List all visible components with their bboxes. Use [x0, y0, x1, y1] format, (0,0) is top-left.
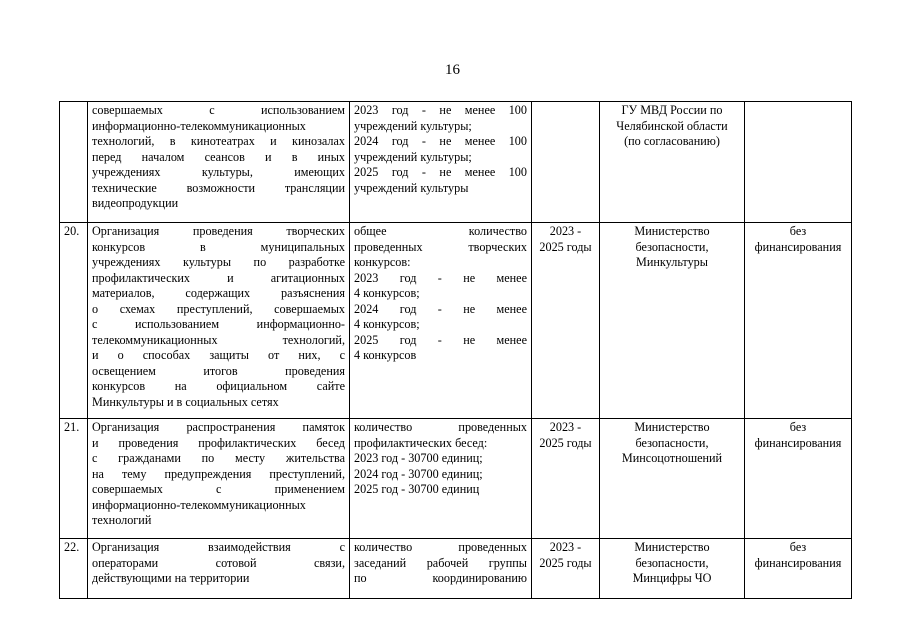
row-number: 20.: [60, 223, 88, 419]
indicator-line: по координированию: [354, 571, 527, 585]
term-line: 2025 годы: [539, 435, 592, 450]
indicator-line: 2025 год - 30700 единиц: [354, 482, 480, 496]
measures-table: [59, 101, 852, 599]
financing: [745, 223, 852, 419]
measure-name-line: Минкультуры и в социальных сетях: [92, 394, 279, 409]
measure-name-line: и о способах защиты от них, с: [92, 348, 345, 362]
indicator-line: проведенных творческих: [354, 239, 527, 254]
indicator: [350, 223, 532, 419]
financing-line: без: [789, 224, 807, 238]
indicator-line: профилактических бесед:: [354, 435, 488, 450]
term-line: 2025 годы: [539, 239, 592, 254]
measure-name-line: перед началом сеансов и в иных: [92, 149, 345, 164]
indicator-line: 4 конкурсов;: [354, 317, 420, 331]
indicator-line: 2023 год - 30700 единиц;: [354, 451, 483, 465]
executor-line: Челябинской области: [616, 118, 728, 133]
executor-line: безопасности,: [635, 239, 709, 254]
measure-name: [88, 223, 350, 419]
measure-name-line: учреждениях культуры по разработке: [92, 255, 345, 269]
executor-line: Минцифры ЧО: [632, 571, 712, 585]
indicator-line: 2025 год - не менее 100: [354, 165, 527, 179]
measure-name-line: материалов, содержащих разъяснения: [92, 286, 345, 300]
term: [532, 419, 600, 539]
financing: [745, 539, 852, 599]
financing-line: финансирования: [754, 239, 842, 254]
executor-line: ГУ МВД России по: [621, 103, 723, 117]
row-number: 21.: [60, 419, 88, 539]
indicator: [350, 419, 532, 539]
indicator-line: 4 конкурсов: [354, 348, 417, 362]
term-line: 2023 -: [549, 420, 582, 434]
term-line: 2023 -: [549, 224, 582, 238]
measure-name: [88, 539, 350, 599]
indicator-line: 4 конкурсов;: [354, 286, 420, 300]
measure-name-line: совершаемых с использованием: [92, 103, 345, 117]
indicator-line: 2025 год - не менее: [354, 332, 527, 347]
financing-line: без: [789, 420, 807, 434]
financing-line: без: [789, 540, 807, 554]
executor-line: Минсоцотношений: [621, 451, 723, 465]
measure-name-line: информационно-телекоммуникационных: [92, 118, 306, 133]
measure-name-line: конкурсов в муниципальных: [92, 239, 345, 254]
term: [532, 102, 600, 223]
measure-name-line: совершаемых с применением: [92, 482, 345, 496]
term-line: 2023 -: [549, 540, 582, 554]
table-row: [60, 539, 852, 599]
measure-name-line: операторами сотовой связи,: [92, 555, 345, 570]
measure-name-line: Организация проведения творческих: [92, 224, 345, 238]
indicator: [350, 539, 532, 599]
term-line: 2025 годы: [539, 555, 592, 570]
indicator-line: учреждений культуры;: [354, 118, 472, 133]
measure-name-line: технологий: [92, 513, 152, 527]
page-number: 16: [445, 62, 460, 78]
executor-line: Министерство: [634, 224, 710, 238]
measure-name-line: и проведения профилактических бесед: [92, 435, 345, 450]
indicator-line: количество проведенных: [354, 420, 527, 434]
indicator-line: 2023 год - не менее: [354, 270, 527, 285]
measure-name-line: информационно-телекоммуникационных: [92, 497, 306, 512]
indicator-line: учреждений культуры: [354, 180, 469, 195]
executor: [600, 539, 745, 599]
measure-name-line: Организация взаимодействия с: [92, 540, 345, 554]
financing-line: финансирования: [754, 555, 842, 570]
measure-name: [88, 102, 350, 223]
executor-line: безопасности,: [635, 435, 709, 450]
indicator-line: заседаний рабочей группы: [354, 555, 527, 570]
row-number: 22.: [60, 539, 88, 599]
executor-line: Министерство: [634, 540, 710, 554]
table-row: [60, 419, 852, 539]
indicator-line: учреждений культуры;: [354, 149, 472, 164]
measure-name-line: Организация распространения памяток: [92, 420, 345, 434]
measure-name-line: освещением итогов проведения: [92, 363, 345, 378]
indicator-line: 2023 год - не менее 100: [354, 103, 527, 117]
indicator-line: общее количество: [354, 224, 527, 238]
financing-line: финансирования: [754, 435, 842, 450]
indicator-line: 2024 год - 30700 единиц;: [354, 466, 483, 481]
measure-name-line: учреждениях культуры, имеющих: [92, 165, 345, 179]
indicator-line: количество проведенных: [354, 540, 527, 554]
indicator-line: конкурсов:: [354, 255, 411, 269]
indicator: [350, 102, 532, 223]
measure-name-line: о схемах преступлений, совершаемых: [92, 301, 345, 316]
measure-name-line: профилактических и агитационных: [92, 270, 345, 285]
table-row: [60, 102, 852, 223]
measure-name-line: на тему предупреждения преступлений,: [92, 466, 345, 481]
measure-name-line: с использованием информационно-: [92, 317, 345, 331]
executor-line: Минкультуры: [636, 255, 708, 269]
indicator-line: 2024 год - не менее: [354, 301, 527, 316]
measure-name-line: технологий, в кинотеатрах и кинозалах: [92, 134, 345, 148]
executor: [600, 419, 745, 539]
executor-line: безопасности,: [635, 555, 709, 570]
measure-name-line: конкурсов на официальном сайте: [92, 379, 345, 393]
financing: [745, 102, 852, 223]
measure-name-line: телекоммуникационных технологий,: [92, 332, 345, 347]
measure-name-line: действующими на территории: [92, 571, 250, 585]
term: [532, 539, 600, 599]
measure-name-line: видеопродукции: [92, 196, 179, 210]
measure-name: [88, 419, 350, 539]
financing: [745, 419, 852, 539]
executor: [600, 102, 745, 223]
measure-name-line: технические возможности трансляции: [92, 180, 345, 195]
indicator-line: 2024 год - не менее 100: [354, 134, 527, 148]
executor-line: (по согласованию): [624, 134, 720, 148]
row-number: [60, 102, 88, 223]
executor: [600, 223, 745, 419]
executor-line: Министерство: [634, 420, 710, 434]
table-row: [60, 223, 852, 419]
term: [532, 223, 600, 419]
measure-name-line: с гражданами по месту жительства: [92, 451, 345, 465]
